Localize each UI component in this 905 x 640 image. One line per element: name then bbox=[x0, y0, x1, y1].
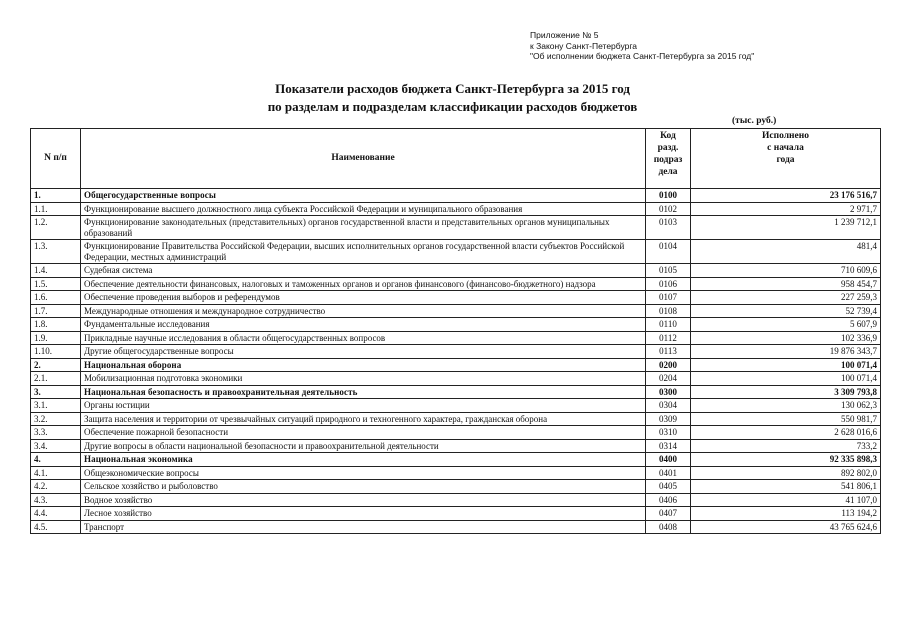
table-row bbox=[31, 304, 881, 318]
row-value: 2 971,7 bbox=[691, 202, 881, 216]
row-code: 0300 bbox=[646, 385, 691, 399]
row-number: 4.1. bbox=[31, 466, 81, 480]
row-number: 1.8. bbox=[31, 318, 81, 332]
row-code: 0112 bbox=[646, 331, 691, 345]
row-name: Общеэкономические вопросы bbox=[81, 466, 646, 480]
row-name: Обеспечение деятельности финансовых, налоговых и таможенных органов и органов финансового (финансово-бюджетного) надзора bbox=[81, 277, 646, 291]
table-row bbox=[31, 412, 881, 426]
row-name: Другие общегосударственные вопросы bbox=[81, 345, 646, 359]
row-name: Национальная безопасность и правоохранительная деятельность bbox=[81, 385, 646, 399]
row-name: Обеспечение пожарной безопасности bbox=[81, 426, 646, 440]
row-name: Фундаментальные исследования bbox=[81, 318, 646, 332]
row-code: 0102 bbox=[646, 202, 691, 216]
table-header-row bbox=[31, 129, 881, 189]
row-number: 1.5. bbox=[31, 277, 81, 291]
row-number: 2.1. bbox=[31, 372, 81, 386]
row-name: Национальная оборона bbox=[81, 358, 646, 372]
row-name: Функционирование Правительства Российской Федерации, высших исполнительных органов государственной власти субъектов Российской Федерации, местных администраций bbox=[81, 240, 646, 264]
row-value: 2 628 016,6 bbox=[691, 426, 881, 440]
title-line-2: по разделам и подразделам классификации расходов бюджетов bbox=[267, 99, 638, 114]
row-code: 0314 bbox=[646, 439, 691, 453]
row-code: 0406 bbox=[646, 493, 691, 507]
table-row bbox=[31, 345, 881, 359]
header-name: Наименование bbox=[81, 129, 646, 189]
table-row bbox=[31, 216, 881, 240]
header-code-line: подраз bbox=[653, 155, 683, 165]
row-value: 481,4 bbox=[691, 240, 881, 264]
row-value: 113 194,2 bbox=[691, 507, 881, 521]
row-number: 4.4. bbox=[31, 507, 81, 521]
row-value: 733,2 bbox=[691, 439, 881, 453]
header-value-line: с начала bbox=[767, 143, 804, 153]
row-code: 0408 bbox=[646, 520, 691, 534]
row-value: 3 309 793,8 bbox=[691, 385, 881, 399]
row-name: Другие вопросы в области национальной безопасности и правоохранительной деятельности bbox=[81, 439, 646, 453]
header-code-line: Код bbox=[660, 131, 676, 141]
row-name: Мобилизационная подготовка экономики bbox=[81, 372, 646, 386]
row-code: 0204 bbox=[646, 372, 691, 386]
row-value: 100 071,4 bbox=[691, 358, 881, 372]
row-name: Транспорт bbox=[81, 520, 646, 534]
row-number: 2. bbox=[31, 358, 81, 372]
row-code: 0304 bbox=[646, 399, 691, 413]
row-name: Защита населения и территории от чрезвычайных ситуаций природного и техногенного характера, гражданская оборона bbox=[81, 412, 646, 426]
row-code: 0100 bbox=[646, 189, 691, 203]
table-row bbox=[31, 439, 881, 453]
row-number: 4.2. bbox=[31, 480, 81, 494]
row-code: 0108 bbox=[646, 304, 691, 318]
row-name: Общегосударственные вопросы bbox=[81, 189, 646, 203]
row-value: 23 176 516,7 bbox=[691, 189, 881, 203]
row-number: 3. bbox=[31, 385, 81, 399]
title-line-1: Показатели расходов бюджета Санкт-Петербурга за 2015 год bbox=[275, 81, 630, 96]
row-code: 0309 bbox=[646, 412, 691, 426]
table-row bbox=[31, 277, 881, 291]
row-name: Лесное хозяйство bbox=[81, 507, 646, 521]
table-row bbox=[31, 399, 881, 413]
header-value-line: Исполнено bbox=[762, 131, 809, 141]
row-value: 100 071,4 bbox=[691, 372, 881, 386]
row-code: 0110 bbox=[646, 318, 691, 332]
row-number: 3.3. bbox=[31, 426, 81, 440]
section-row bbox=[31, 453, 881, 467]
section-row bbox=[31, 189, 881, 203]
header-code-line: дела bbox=[658, 167, 678, 177]
row-number: 4.5. bbox=[31, 520, 81, 534]
row-code: 0107 bbox=[646, 291, 691, 305]
row-number: 4.3. bbox=[31, 493, 81, 507]
header-value bbox=[691, 129, 881, 189]
section-row bbox=[31, 358, 881, 372]
row-value: 92 335 898,3 bbox=[691, 453, 881, 467]
row-name: Обеспечение проведения выборов и референдумов bbox=[81, 291, 646, 305]
row-name: Сельское хозяйство и рыболовство bbox=[81, 480, 646, 494]
expenditure-table bbox=[30, 128, 881, 534]
row-code: 0400 bbox=[646, 453, 691, 467]
table-row bbox=[31, 480, 881, 494]
header-code-line: разд. bbox=[657, 143, 679, 153]
table-row bbox=[31, 372, 881, 386]
units-label: (тыс. руб.) bbox=[732, 116, 777, 126]
row-value: 710 609,6 bbox=[691, 264, 881, 278]
table-row bbox=[31, 426, 881, 440]
table-row bbox=[31, 264, 881, 278]
row-number: 1.1. bbox=[31, 202, 81, 216]
row-number: 1.9. bbox=[31, 331, 81, 345]
row-code: 0401 bbox=[646, 466, 691, 480]
row-name: Прикладные научные исследования в области общегосударственных вопросов bbox=[81, 331, 646, 345]
row-value: 43 765 624,6 bbox=[691, 520, 881, 534]
table-row bbox=[31, 493, 881, 507]
header-number: N п/п bbox=[31, 129, 81, 189]
row-name: Судебная система bbox=[81, 264, 646, 278]
row-number: 1.6. bbox=[31, 291, 81, 305]
row-number: 3.2. bbox=[31, 412, 81, 426]
row-number: 1.3. bbox=[31, 240, 81, 264]
row-number: 4. bbox=[31, 453, 81, 467]
row-code: 0106 bbox=[646, 277, 691, 291]
row-code: 0310 bbox=[646, 426, 691, 440]
table-row bbox=[31, 331, 881, 345]
row-name: Национальная экономика bbox=[81, 453, 646, 467]
row-value: 102 336,9 bbox=[691, 331, 881, 345]
row-number: 1. bbox=[31, 189, 81, 203]
row-value: 5 607,9 bbox=[691, 318, 881, 332]
row-number: 3.4. bbox=[31, 439, 81, 453]
row-number: 1.4. bbox=[31, 264, 81, 278]
row-code: 0200 bbox=[646, 358, 691, 372]
row-value: 892 802,0 bbox=[691, 466, 881, 480]
row-name: Органы юстиции bbox=[81, 399, 646, 413]
section-row bbox=[31, 385, 881, 399]
appendix-line-2: к Закону Санкт-Петербурга bbox=[530, 40, 637, 51]
row-value: 52 739,4 bbox=[691, 304, 881, 318]
row-value: 958 454,7 bbox=[691, 277, 881, 291]
document-title bbox=[0, 80, 905, 116]
row-value: 19 876 343,7 bbox=[691, 345, 881, 359]
row-number: 1.2. bbox=[31, 216, 81, 240]
row-value: 130 062,3 bbox=[691, 399, 881, 413]
appendix-line-3: "Об исполнении бюджета Санкт-Петербурга за 2015 год" bbox=[530, 51, 755, 61]
row-name: Функционирование законодательных (представительных) органов государственной власти и представительных органов муниципальных образований bbox=[81, 216, 646, 240]
table-body bbox=[31, 189, 881, 534]
row-value: 41 107,0 bbox=[691, 493, 881, 507]
row-code: 0405 bbox=[646, 480, 691, 494]
header-value-line: года bbox=[776, 155, 795, 165]
header-code bbox=[646, 129, 691, 189]
row-code: 0407 bbox=[646, 507, 691, 521]
appendix-note bbox=[530, 30, 754, 62]
row-code: 0105 bbox=[646, 264, 691, 278]
row-number: 3.1. bbox=[31, 399, 81, 413]
appendix-line-1: Приложение № 5 bbox=[530, 30, 599, 40]
row-value: 550 981,7 bbox=[691, 412, 881, 426]
row-value: 1 239 712,1 bbox=[691, 216, 881, 240]
table-row bbox=[31, 202, 881, 216]
table-row bbox=[31, 291, 881, 305]
row-number: 1.7. bbox=[31, 304, 81, 318]
table-row bbox=[31, 240, 881, 264]
row-name: Водное хозяйство bbox=[81, 493, 646, 507]
row-code: 0104 bbox=[646, 240, 691, 264]
row-code: 0113 bbox=[646, 345, 691, 359]
row-name: Международные отношения и международное сотрудничество bbox=[81, 304, 646, 318]
table-row bbox=[31, 318, 881, 332]
row-name: Функционирование высшего должностного лица субъекта Российской Федерации и муниципального образования bbox=[81, 202, 646, 216]
table-row bbox=[31, 466, 881, 480]
table-row bbox=[31, 520, 881, 534]
row-value: 227 259,3 bbox=[691, 291, 881, 305]
table-row bbox=[31, 507, 881, 521]
row-number: 1.10. bbox=[31, 345, 81, 359]
row-value: 541 806,1 bbox=[691, 480, 881, 494]
row-code: 0103 bbox=[646, 216, 691, 240]
